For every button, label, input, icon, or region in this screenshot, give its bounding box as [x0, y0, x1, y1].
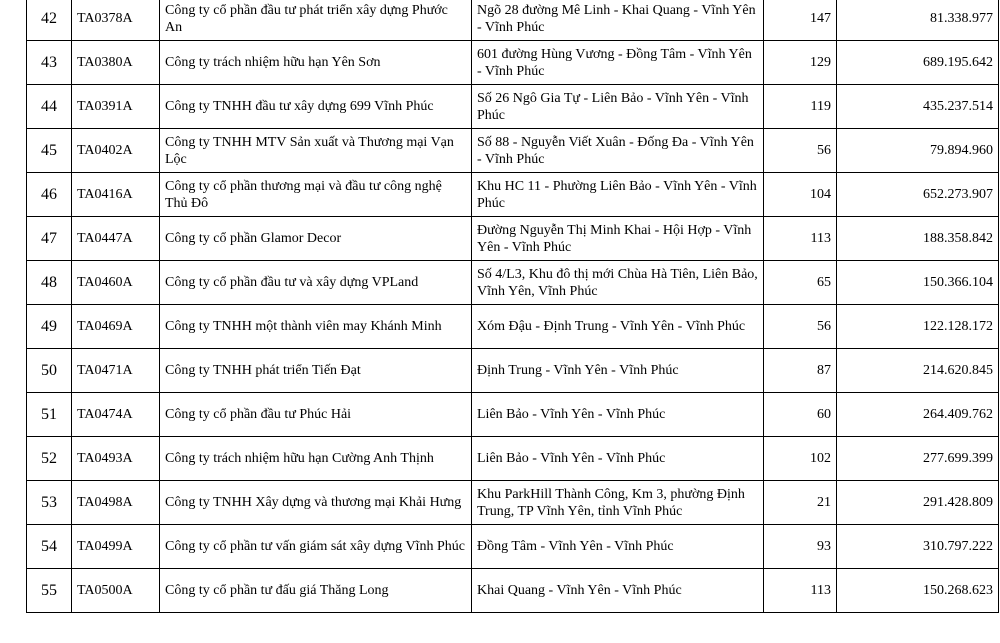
company-name: Công ty TNHH MTV Sản xuất và Thương mại Vạn Lộc — [160, 129, 472, 173]
debt-amount: 689.195.642 — [837, 41, 999, 85]
table-row — [27, 569, 999, 613]
company-address: Khu ParkHill Thành Công, Km 3, phường Định Trung, TP Vĩnh Yên, tỉnh Vĩnh Phúc — [472, 481, 764, 525]
debt-amount: 188.358.842 — [837, 217, 999, 261]
employee-count: 21 — [764, 481, 837, 525]
row-number: 54 — [27, 525, 72, 569]
table-row — [27, 437, 999, 481]
table-row — [27, 481, 999, 525]
table-row — [27, 217, 999, 261]
tax-code: TA0471A — [72, 349, 160, 393]
debt-amount: 122.128.172 — [837, 305, 999, 349]
tax-code: TA0380A — [72, 41, 160, 85]
debt-amount: 264.409.762 — [837, 393, 999, 437]
employee-count: 113 — [764, 569, 837, 613]
table-row — [27, 173, 999, 217]
table-row — [27, 349, 999, 393]
row-number: 42 — [27, 0, 72, 41]
table-body — [27, 0, 999, 613]
company-name: Công ty TNHH Xây dựng và thương mại Khải Hưng — [160, 481, 472, 525]
company-name: Công ty cổ phần đầu tư và xây dựng VPLand — [160, 261, 472, 305]
company-name: Công ty cổ phần thương mại và đầu tư công nghệ Thủ Đô — [160, 173, 472, 217]
row-number: 48 — [27, 261, 72, 305]
company-name: Công ty cổ phần đầu tư phát triển xây dựng Phước An — [160, 0, 472, 41]
company-address: Số 26 Ngô Gia Tự - Liên Bảo - Vĩnh Yên - Vĩnh Phúc — [472, 85, 764, 129]
tax-code: TA0499A — [72, 525, 160, 569]
debt-amount: 291.428.809 — [837, 481, 999, 525]
company-name: Công ty trách nhiệm hữu hạn Cường Anh Thịnh — [160, 437, 472, 481]
company-name: Công ty cổ phần tư vấn giám sát xây dựng Vĩnh Phúc — [160, 525, 472, 569]
employee-count: 119 — [764, 85, 837, 129]
tax-code: TA0469A — [72, 305, 160, 349]
employee-count: 147 — [764, 0, 837, 41]
table-row — [27, 129, 999, 173]
table-row — [27, 305, 999, 349]
company-name: Công ty TNHH phát triển Tiến Đạt — [160, 349, 472, 393]
company-address: Liên Bảo - Vĩnh Yên - Vĩnh Phúc — [472, 393, 764, 437]
tax-code: TA0460A — [72, 261, 160, 305]
company-name: Công ty cổ phần tư đấu giá Thăng Long — [160, 569, 472, 613]
company-address: Số 4/L3, Khu đô thị mới Chùa Hà Tiên, Liên Bảo, Vĩnh Yên, Vĩnh Phúc — [472, 261, 764, 305]
row-number: 47 — [27, 217, 72, 261]
tax-code: TA0493A — [72, 437, 160, 481]
debt-amount: 214.620.845 — [837, 349, 999, 393]
employee-count: 113 — [764, 217, 837, 261]
row-number: 55 — [27, 569, 72, 613]
debt-amount: 435.237.514 — [837, 85, 999, 129]
debt-amount: 79.894.960 — [837, 129, 999, 173]
table-row — [27, 525, 999, 569]
row-number: 51 — [27, 393, 72, 437]
tax-code: TA0402A — [72, 129, 160, 173]
table-row — [27, 41, 999, 85]
company-name: Công ty trách nhiệm hữu hạn Yên Sơn — [160, 41, 472, 85]
employee-count: 104 — [764, 173, 837, 217]
company-address: Xóm Đậu - Định Trung - Vĩnh Yên - Vĩnh Phúc — [472, 305, 764, 349]
company-name: Công ty TNHH một thành viên may Khánh Minh — [160, 305, 472, 349]
employee-count: 102 — [764, 437, 837, 481]
row-number: 50 — [27, 349, 72, 393]
employee-count: 93 — [764, 525, 837, 569]
company-address: Đồng Tâm - Vĩnh Yên - Vĩnh Phúc — [472, 525, 764, 569]
company-address: Liên Bảo - Vĩnh Yên - Vĩnh Phúc — [472, 437, 764, 481]
row-number: 53 — [27, 481, 72, 525]
employee-count: 60 — [764, 393, 837, 437]
company-name: Công ty TNHH đầu tư xây dựng 699 Vĩnh Phúc — [160, 85, 472, 129]
tax-code: TA0474A — [72, 393, 160, 437]
tax-code: TA0378A — [72, 0, 160, 41]
company-address: Ngõ 28 đường Mê Linh - Khai Quang - Vĩnh Yên - Vĩnh Phúc — [472, 0, 764, 41]
employee-count: 65 — [764, 261, 837, 305]
table-row — [27, 85, 999, 129]
tax-code: TA0391A — [72, 85, 160, 129]
debt-amount: 150.366.104 — [837, 261, 999, 305]
tax-code: TA0447A — [72, 217, 160, 261]
debt-amount: 81.338.977 — [837, 0, 999, 41]
employee-count: 56 — [764, 305, 837, 349]
row-number: 44 — [27, 85, 72, 129]
debt-amount: 150.268.623 — [837, 569, 999, 613]
company-address: Số 88 - Nguyễn Viết Xuân - Đống Đa - Vĩnh Yên - Vĩnh Phúc — [472, 129, 764, 173]
tax-code: TA0416A — [72, 173, 160, 217]
debt-amount: 277.699.399 — [837, 437, 999, 481]
employee-count: 87 — [764, 349, 837, 393]
row-number: 46 — [27, 173, 72, 217]
row-number: 52 — [27, 437, 72, 481]
debt-amount: 652.273.907 — [837, 173, 999, 217]
tax-code: TA0498A — [72, 481, 160, 525]
table-row — [27, 393, 999, 437]
company-address: 601 đường Hùng Vương - Đồng Tâm - Vĩnh Yên - Vĩnh Phúc — [472, 41, 764, 85]
company-address: Khai Quang - Vĩnh Yên - Vĩnh Phúc — [472, 569, 764, 613]
company-address: Định Trung - Vĩnh Yên - Vĩnh Phúc — [472, 349, 764, 393]
debt-amount: 310.797.222 — [837, 525, 999, 569]
company-name: Công ty cổ phần Glamor Decor — [160, 217, 472, 261]
employee-count: 56 — [764, 129, 837, 173]
row-number: 45 — [27, 129, 72, 173]
company-address: Khu HC 11 - Phường Liên Bảo - Vĩnh Yên - Vĩnh Phúc — [472, 173, 764, 217]
employee-count: 129 — [764, 41, 837, 85]
tax-code: TA0500A — [72, 569, 160, 613]
debt-table — [26, 0, 999, 613]
table-row — [27, 0, 999, 41]
row-number: 43 — [27, 41, 72, 85]
company-address: Đường Nguyễn Thị Minh Khai - Hội Hợp - Vĩnh Yên - Vĩnh Phúc — [472, 217, 764, 261]
table-row — [27, 261, 999, 305]
row-number: 49 — [27, 305, 72, 349]
company-name: Công ty cổ phần đầu tư Phúc Hải — [160, 393, 472, 437]
